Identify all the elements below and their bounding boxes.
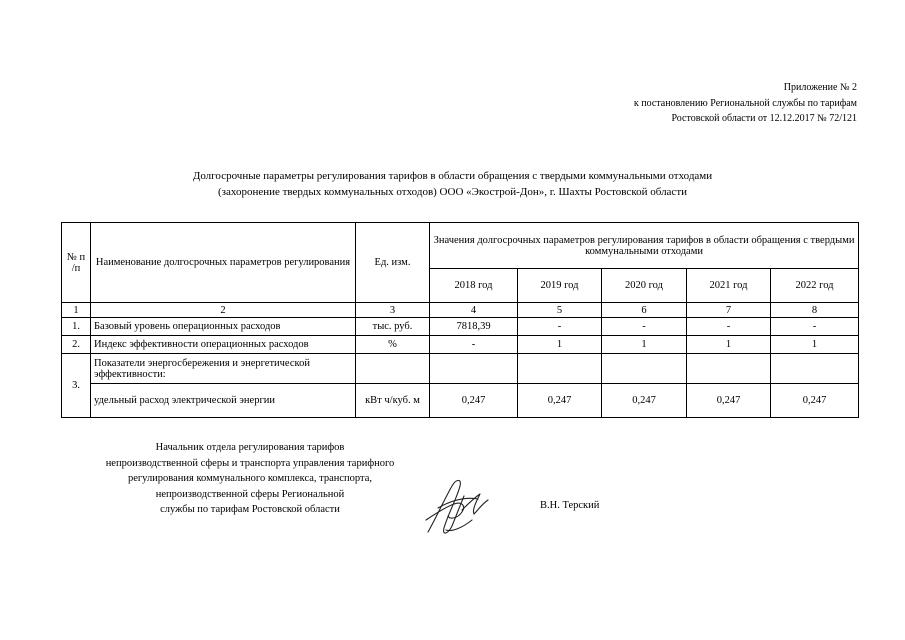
row-param-name: Базовый уровень операционных расходов xyxy=(91,318,356,336)
row-value: - xyxy=(687,318,771,336)
row-num: 1. xyxy=(62,318,91,336)
row-value: 7818,39 xyxy=(430,318,518,336)
header-year: 2021 год xyxy=(687,269,771,303)
header-unit: Ед. изм. xyxy=(356,223,430,303)
row-value: 0,247 xyxy=(771,384,859,418)
table-row xyxy=(62,318,859,336)
row-value: - xyxy=(602,318,687,336)
header-year: 2018 год xyxy=(430,269,518,303)
column-number: 8 xyxy=(771,303,859,318)
row-value: 0,247 xyxy=(602,384,687,418)
column-number: 1 xyxy=(62,303,91,318)
table-row xyxy=(62,336,859,354)
header-year: 2022 год xyxy=(771,269,859,303)
row-num: 3. xyxy=(62,354,91,418)
empty-cell xyxy=(771,354,859,384)
row-unit: кВт ч/куб. м xyxy=(356,384,430,418)
row-value: 1 xyxy=(602,336,687,354)
row-param-name: удельный расход электрической энергии xyxy=(91,384,356,418)
table-row xyxy=(62,384,859,418)
document-title xyxy=(0,168,905,200)
empty-cell xyxy=(602,354,687,384)
signer-line-5: службы по тарифам Ростовской области xyxy=(160,504,340,515)
column-number: 6 xyxy=(602,303,687,318)
row-num: 2. xyxy=(62,336,91,354)
appendix-line-3: Ростовской области от 12.12.2017 № 72/121 xyxy=(671,113,857,124)
parameters-table xyxy=(61,222,859,418)
header-param-name: Наименование долгосрочных параметров регулирования xyxy=(91,223,356,303)
row-value: 0,247 xyxy=(430,384,518,418)
column-number: 2 xyxy=(91,303,356,318)
header-year: 2020 год xyxy=(602,269,687,303)
signer-line-3: регулирования коммунального комплекса, транспорта, xyxy=(127,473,373,484)
header-num: № п /п xyxy=(62,223,91,303)
row-value: 1 xyxy=(518,336,602,354)
row-value: - xyxy=(430,336,518,354)
appendix-line-2: к постановлению Региональной службы по тарифам xyxy=(633,97,857,109)
row-value: - xyxy=(518,318,602,336)
row-value: 0,247 xyxy=(687,384,771,418)
row-unit: тыс. руб. xyxy=(356,318,430,336)
title-line-2: (захоронение твердых коммунальных отходов) ООО «Экострой-Дон», г. Шахты Ростовской области xyxy=(217,186,688,198)
row-value: - xyxy=(771,318,859,336)
appendix-line-1: Приложение № 2 xyxy=(783,82,857,93)
column-number: 7 xyxy=(687,303,771,318)
column-number: 5 xyxy=(518,303,602,318)
signer-position xyxy=(70,440,430,518)
signer-name: В.Н. Терский xyxy=(540,500,600,511)
handwritten-signature xyxy=(418,470,498,545)
empty-cell xyxy=(356,354,430,384)
signer-line-1: Начальник отдела регулирования тарифов xyxy=(155,442,345,453)
row-unit: % xyxy=(356,336,430,354)
empty-cell xyxy=(687,354,771,384)
column-number-row xyxy=(62,303,859,318)
table-row-group xyxy=(62,354,859,384)
header-year: 2019 год xyxy=(518,269,602,303)
signer-line-2: непроизводственной сферы и транспорта управления тарифного xyxy=(105,457,395,469)
row-value: 1 xyxy=(687,336,771,354)
empty-cell xyxy=(430,354,518,384)
appendix-note xyxy=(634,80,857,127)
title-line-1: Долгосрочные параметры регулирования тарифов в области обращения с твердыми коммунальными отходами xyxy=(192,170,713,182)
column-number: 4 xyxy=(430,303,518,318)
column-number: 3 xyxy=(356,303,430,318)
empty-cell xyxy=(518,354,602,384)
row-param-name: Индекс эффективности операционных расходов xyxy=(91,336,356,354)
row-value: 1 xyxy=(771,336,859,354)
row-group-name: Показатели энергосбережения и энергетической эффективности: xyxy=(91,354,356,384)
header-values-group: Значения долгосрочных параметров регулирования тарифов в области обращения с твердыми коммунальными отходами xyxy=(430,223,859,269)
signer-line-4: непроизводственной сферы Региональной xyxy=(155,488,345,500)
row-value: 0,247 xyxy=(518,384,602,418)
